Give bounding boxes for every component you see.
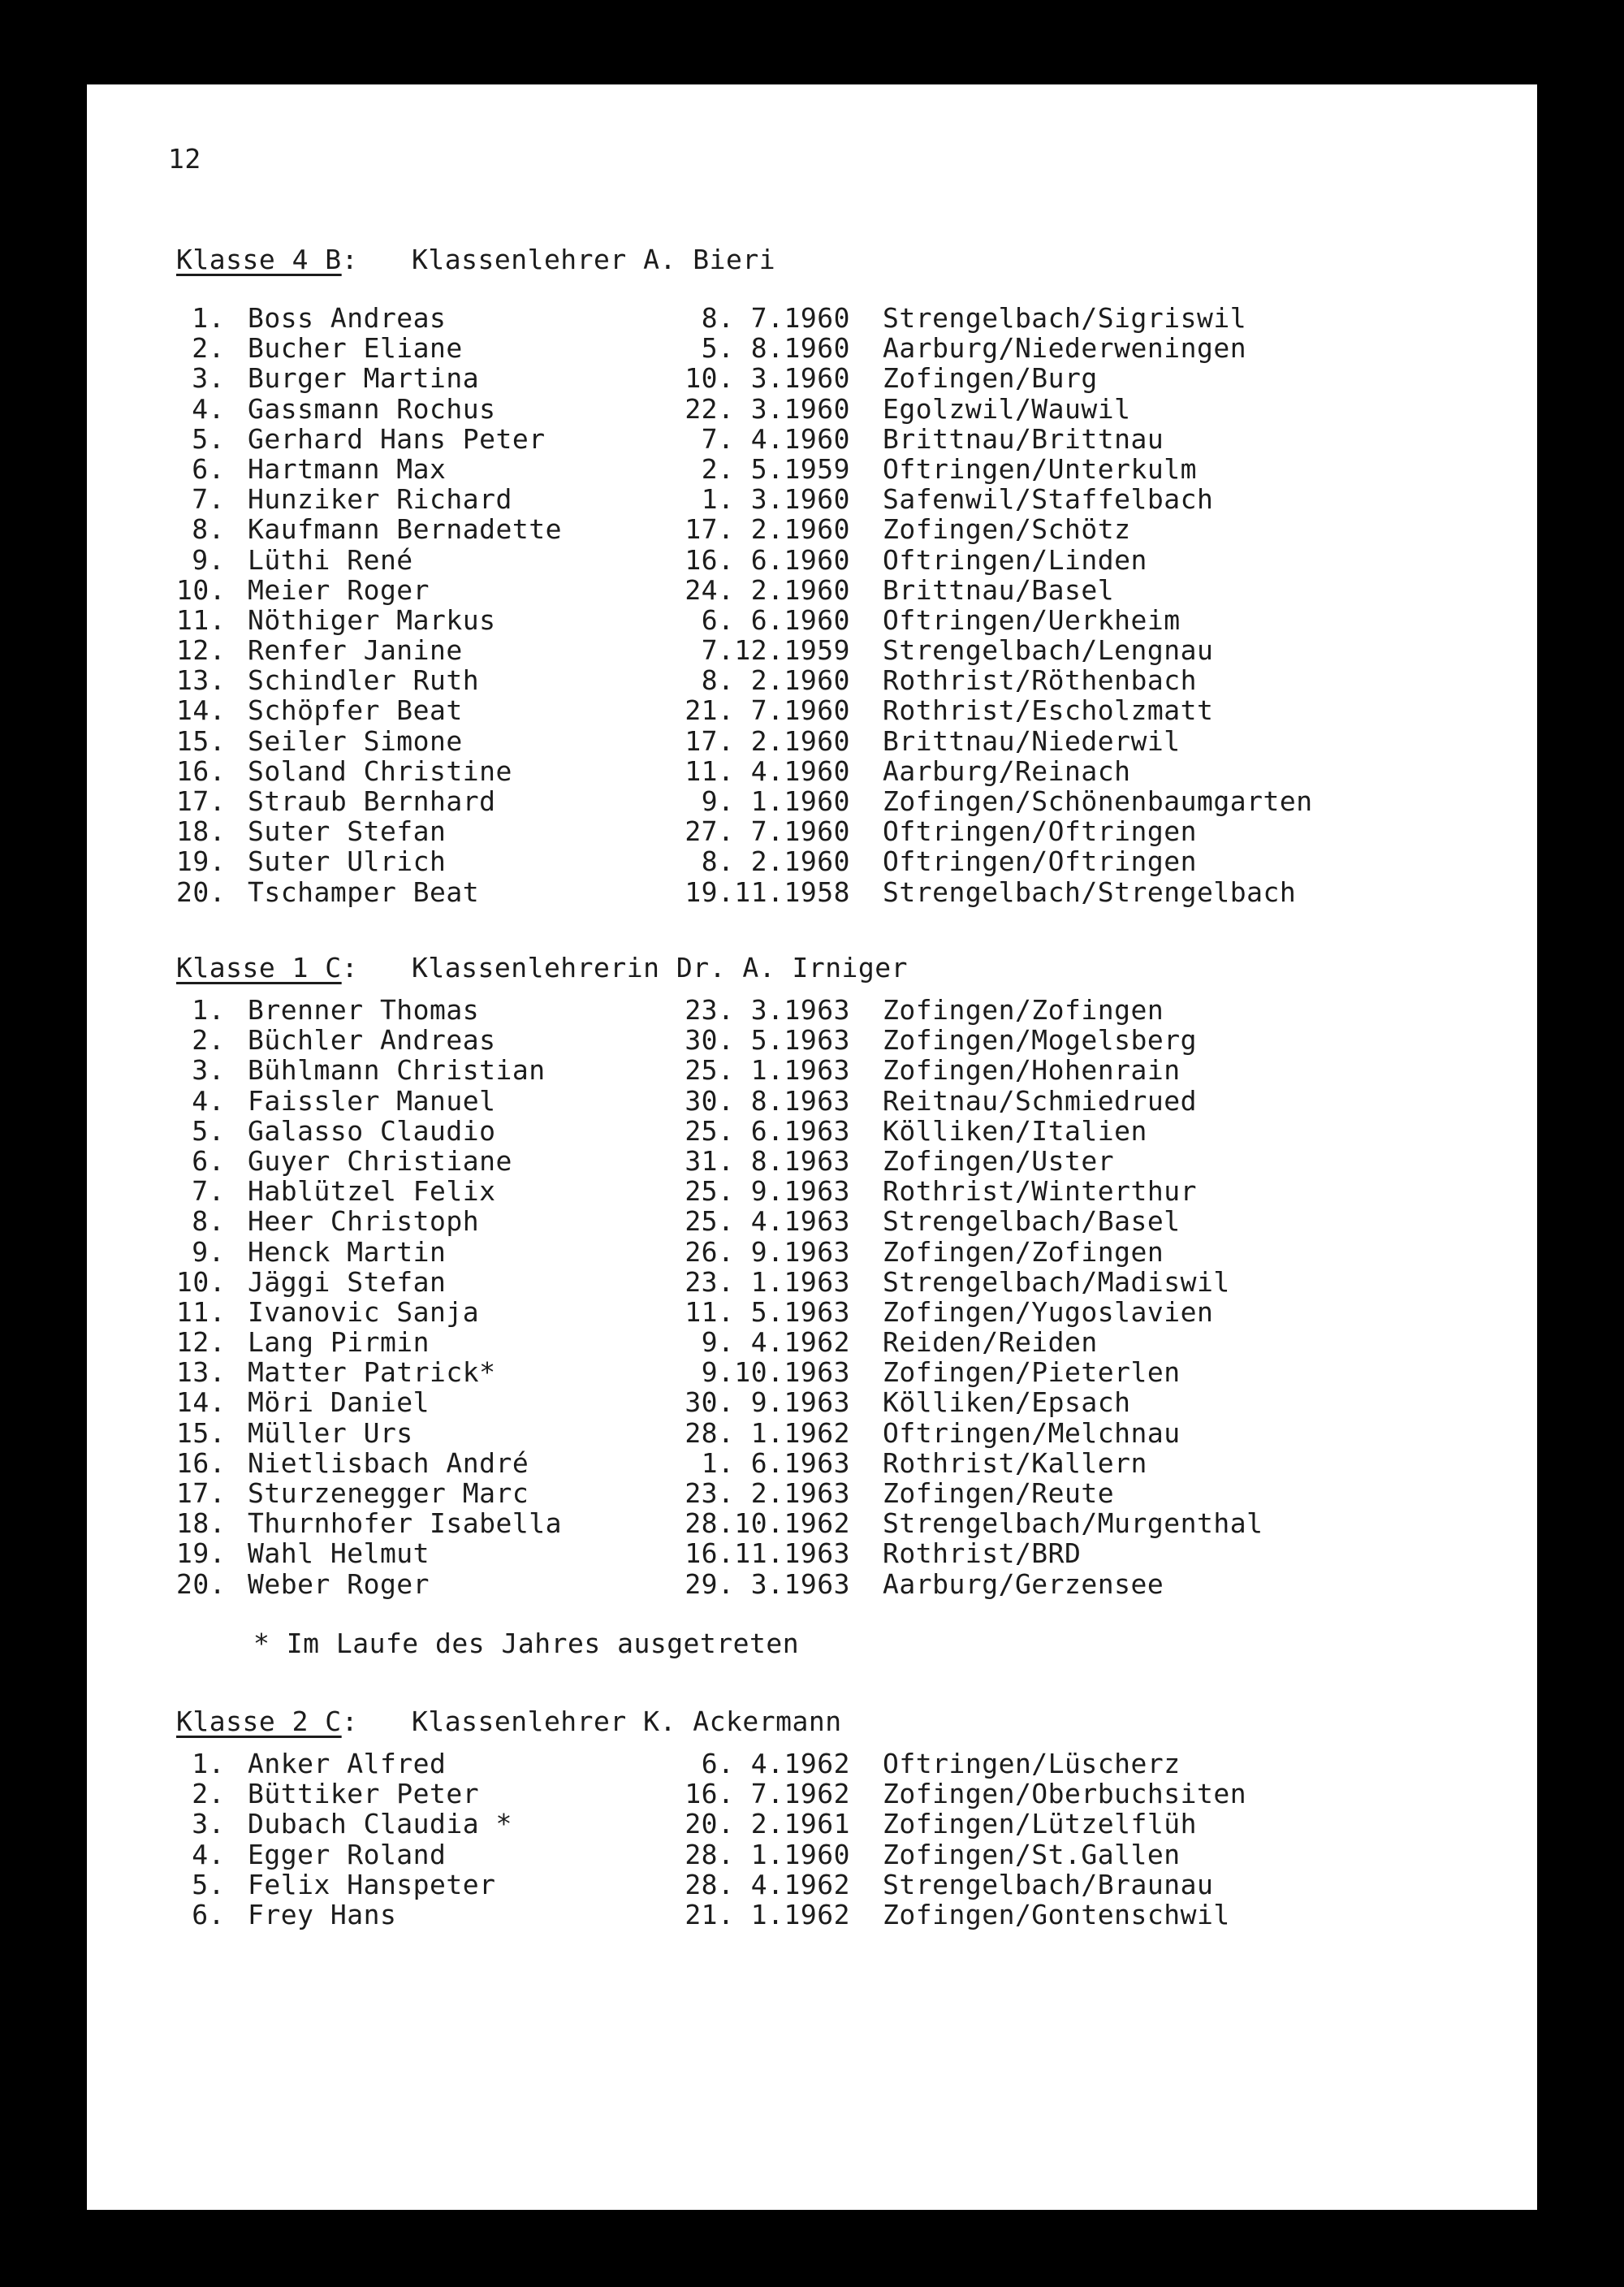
student-row <box>176 1296 1508 1326</box>
student-number: 12. <box>176 1326 227 1359</box>
student-row <box>176 423 1508 453</box>
residence-origin: Zofingen/Mogelsberg <box>883 1024 1197 1057</box>
residence-origin: Strengelbach/Strengelbach <box>883 875 1297 908</box>
birth-date: 20. 2.1961 <box>685 1808 850 1840</box>
student-number: 20. <box>176 875 227 908</box>
residence-origin: Strengelbach/Madiswil <box>883 1265 1230 1298</box>
birth-date: 21. 1.1962 <box>685 1898 850 1930</box>
birth-date: 24. 2.1960 <box>685 573 850 606</box>
heading-colon: : <box>341 952 359 984</box>
student-name: Hablützel Felix <box>248 1175 496 1208</box>
student-number: 18. <box>176 815 227 848</box>
birth-date: 9.10.1963 <box>701 1356 850 1389</box>
residence-origin: Reitnau/Schmiedrued <box>883 1084 1197 1117</box>
residence-origin: Oftringen/Uerkheim <box>883 603 1181 636</box>
student-name: Straub Bernhard <box>248 785 496 817</box>
student-number: 14. <box>176 694 227 727</box>
student-name: Bucher Eliane <box>248 332 463 365</box>
residence-origin: Zofingen/Uster <box>883 1144 1115 1177</box>
student-name: Weber Roger <box>248 1567 430 1600</box>
residence-origin: Aarburg/Gerzensee <box>883 1567 1164 1600</box>
student-number: 6. <box>192 452 225 485</box>
birth-date: 16.11.1963 <box>685 1537 850 1570</box>
student-roster <box>176 1748 1508 1929</box>
student-row <box>176 755 1508 785</box>
footnote: * Im Laufe des Jahres ausgetreten <box>253 1628 800 1659</box>
student-name: Schöpfer Beat <box>248 694 463 727</box>
student-row <box>176 1326 1508 1359</box>
student-name: Seiler Simone <box>248 724 463 757</box>
residence-origin: Oftringen/Linden <box>883 543 1147 576</box>
student-name: Gerhard Hans Peter <box>248 422 546 455</box>
section-heading <box>176 952 1508 984</box>
birth-date: 23. 1.1963 <box>685 1265 850 1298</box>
student-number: 4. <box>192 1084 225 1117</box>
student-number: 6. <box>192 1898 225 1930</box>
residence-origin: Zofingen/St.Gallen <box>883 1838 1181 1870</box>
student-row <box>176 1236 1508 1266</box>
residence-origin: Rothrist/Kallern <box>883 1446 1147 1479</box>
student-row <box>176 634 1508 667</box>
class-teacher: Klassenlehrerin Dr. A. Irniger <box>412 952 909 984</box>
student-number: 2. <box>192 332 225 365</box>
student-number: 3. <box>192 1054 225 1087</box>
student-number: 14. <box>176 1386 227 1419</box>
birth-date: 16. 6.1960 <box>685 543 850 576</box>
student-row <box>176 725 1508 755</box>
student-number: 17. <box>176 1477 227 1509</box>
student-row <box>176 815 1508 848</box>
student-number: 2. <box>192 1778 225 1810</box>
student-number: 2. <box>192 1024 225 1057</box>
student-number: 12. <box>176 634 227 667</box>
student-name: Anker Alfred <box>248 1748 447 1779</box>
student-row <box>176 785 1508 815</box>
birth-date: 28. 1.1962 <box>685 1416 850 1449</box>
birth-date: 6. 4.1962 <box>701 1748 850 1779</box>
birth-date: 7.12.1959 <box>701 634 850 667</box>
heading-colon: : <box>341 1706 359 1737</box>
residence-origin: Rothrist/Röthenbach <box>883 664 1197 697</box>
student-name: Guyer Christiane <box>248 1144 512 1177</box>
residence-origin: Rothrist/Escholzmatt <box>883 694 1214 727</box>
student-name: Nietlisbach André <box>248 1446 529 1479</box>
birth-date: 27. 7.1960 <box>685 815 850 848</box>
birth-date: 23. 3.1963 <box>685 994 850 1026</box>
birth-date: 9. 4.1962 <box>701 1326 850 1359</box>
student-number: 19. <box>176 845 227 878</box>
class-label: Klasse 4 B <box>176 244 342 275</box>
student-name: Büchler Andreas <box>248 1024 496 1057</box>
residence-origin: Oftringen/Unterkulm <box>883 452 1197 485</box>
birth-date: 7. 4.1960 <box>701 422 850 455</box>
residence-origin: Strengelbach/Sigriswil <box>883 302 1247 334</box>
student-row <box>176 1175 1508 1208</box>
student-name: Meier Roger <box>248 573 430 606</box>
student-row <box>176 1386 1508 1419</box>
student-name: Büttiker Peter <box>248 1778 480 1810</box>
student-row <box>176 1356 1508 1389</box>
page-content <box>87 84 1537 2210</box>
residence-origin: Zofingen/Gontenschwil <box>883 1898 1230 1930</box>
section-heading <box>176 244 1508 276</box>
student-row <box>176 1748 1508 1778</box>
student-number: 4. <box>192 392 225 425</box>
student-row <box>176 1447 1508 1477</box>
student-number: 3. <box>192 362 225 395</box>
class-section-4b <box>176 244 1508 908</box>
student-roster <box>176 994 1508 1598</box>
birth-date: 5. 8.1960 <box>701 332 850 365</box>
student-number: 17. <box>176 785 227 817</box>
student-number: 15. <box>176 1416 227 1449</box>
birth-date: 8. 2.1960 <box>701 664 850 697</box>
birth-date: 28.10.1962 <box>685 1507 850 1540</box>
student-name: Burger Martina <box>248 362 480 395</box>
student-number: 5. <box>192 1114 225 1147</box>
class-label: Klasse 2 C <box>176 1706 342 1737</box>
residence-origin: Brittnau/Basel <box>883 573 1115 606</box>
student-row <box>176 1568 1508 1598</box>
student-name: Schindler Ruth <box>248 664 480 697</box>
residence-origin: Zofingen/Burg <box>883 362 1098 395</box>
birth-date: 31. 8.1963 <box>685 1144 850 1177</box>
birth-date: 30. 5.1963 <box>685 1024 850 1057</box>
student-row <box>176 302 1508 332</box>
student-row <box>176 1537 1508 1570</box>
student-name: Hartmann Max <box>248 452 447 485</box>
student-row <box>176 1477 1508 1507</box>
student-row <box>176 694 1508 727</box>
residence-origin: Oftringen/Lüscherz <box>883 1748 1181 1779</box>
birth-date: 30. 9.1963 <box>685 1386 850 1419</box>
residence-origin: Brittnau/Brittnau <box>883 422 1164 455</box>
residence-origin: Kölliken/Italien <box>883 1114 1147 1147</box>
section-heading <box>176 1706 1508 1738</box>
student-name: Suter Stefan <box>248 815 447 848</box>
student-row <box>176 393 1508 423</box>
student-number: 11. <box>176 603 227 636</box>
student-name: Brenner Thomas <box>248 994 480 1026</box>
student-row <box>176 544 1508 574</box>
birth-date: 25. 1.1963 <box>685 1054 850 1087</box>
residence-origin: Zofingen/Schötz <box>883 513 1131 546</box>
birth-date: 19.11.1958 <box>685 875 850 908</box>
residence-origin: Zofingen/Pieterlen <box>883 1356 1181 1389</box>
student-name: Kaufmann Bernadette <box>248 513 562 546</box>
student-row <box>176 1115 1508 1145</box>
birth-date: 9. 1.1960 <box>701 785 850 817</box>
residence-origin: Reiden/Reiden <box>883 1326 1098 1359</box>
birth-date: 28. 4.1962 <box>685 1868 850 1900</box>
birth-date: 2. 5.1959 <box>701 452 850 485</box>
residence-origin: Rothrist/BRD <box>883 1537 1082 1570</box>
student-name: Möri Daniel <box>248 1386 430 1419</box>
birth-date: 1. 6.1963 <box>701 1446 850 1479</box>
student-row <box>176 1417 1508 1447</box>
student-roster <box>176 302 1508 906</box>
birth-date: 1. 3.1960 <box>701 483 850 516</box>
residence-origin: Zofingen/Lützelflüh <box>883 1808 1197 1840</box>
residence-origin: Zofingen/Zofingen <box>883 994 1164 1026</box>
document-page <box>87 84 1537 2210</box>
residence-origin: Oftringen/Oftringen <box>883 815 1197 848</box>
birth-date: 11. 4.1960 <box>685 754 850 787</box>
student-row <box>176 664 1508 697</box>
student-number: 7. <box>192 483 225 516</box>
student-name: Jäggi Stefan <box>248 1265 447 1298</box>
student-number: 8. <box>192 1205 225 1238</box>
student-number: 1. <box>192 302 225 334</box>
student-row <box>176 513 1508 546</box>
student-name: Sturzenegger Marc <box>248 1477 529 1509</box>
class-section-1c <box>176 952 1508 1600</box>
student-name: Lang Pirmin <box>248 1326 430 1359</box>
residence-origin: Brittnau/Niederwil <box>883 724 1181 757</box>
student-number: 16. <box>176 1446 227 1479</box>
student-row <box>176 1869 1508 1899</box>
student-number: 11. <box>176 1295 227 1328</box>
birth-date: 6. 6.1960 <box>701 603 850 636</box>
student-number: 5. <box>192 422 225 455</box>
residence-origin: Zofingen/Oberbuchsiten <box>883 1778 1247 1810</box>
student-name: Lüthi René <box>248 543 413 576</box>
student-row <box>176 876 1508 906</box>
residence-origin: Strengelbach/Braunau <box>883 1868 1214 1900</box>
student-name: Egger Roland <box>248 1838 447 1870</box>
birth-date: 26. 9.1963 <box>685 1235 850 1268</box>
student-number: 9. <box>192 1235 225 1268</box>
student-row <box>176 604 1508 634</box>
student-row <box>176 362 1508 395</box>
residence-origin: Aarburg/Reinach <box>883 754 1131 787</box>
student-number: 6. <box>192 1144 225 1177</box>
student-row <box>176 1507 1508 1540</box>
residence-origin: Kölliken/Epsach <box>883 1386 1131 1419</box>
student-name: Ivanovic Sanja <box>248 1295 480 1328</box>
student-number: 13. <box>176 664 227 697</box>
student-name: Boss Andreas <box>248 302 447 334</box>
residence-origin: Oftringen/Melchnau <box>883 1416 1181 1449</box>
student-number: 10. <box>176 573 227 606</box>
student-name: Faissler Manuel <box>248 1084 496 1117</box>
student-row <box>176 1024 1508 1057</box>
residence-origin: Zofingen/Yugoslavien <box>883 1295 1214 1328</box>
birth-date: 22. 3.1960 <box>685 392 850 425</box>
residence-origin: Aarburg/Niederweningen <box>883 332 1247 365</box>
student-name: Soland Christine <box>248 754 512 787</box>
class-section-2c <box>176 1706 1508 1930</box>
student-number: 7. <box>192 1175 225 1208</box>
residence-origin: Zofingen/Schönenbaumgarten <box>883 785 1313 817</box>
birth-date: 25. 9.1963 <box>685 1175 850 1208</box>
birth-date: 17. 2.1960 <box>685 513 850 546</box>
birth-date: 8. 2.1960 <box>701 845 850 878</box>
residence-origin: Egolzwil/Wauwil <box>883 392 1131 425</box>
class-teacher: Klassenlehrer K. Ackermann <box>412 1706 842 1737</box>
student-name: Müller Urs <box>248 1416 413 1449</box>
birth-date: 8. 7.1960 <box>701 302 850 334</box>
student-number: 19. <box>176 1537 227 1570</box>
student-number: 5. <box>192 1868 225 1900</box>
student-name: Wahl Helmut <box>248 1537 430 1570</box>
residence-origin: Safenwil/Staffelbach <box>883 483 1214 516</box>
student-name: Galasso Claudio <box>248 1114 496 1147</box>
student-name: Heer Christoph <box>248 1205 480 1238</box>
residence-origin: Zofingen/Hohenrain <box>883 1054 1181 1087</box>
birth-date: 11. 5.1963 <box>685 1295 850 1328</box>
class-label: Klasse 1 C <box>176 952 342 984</box>
student-name: Hunziker Richard <box>248 483 512 516</box>
student-name: Dubach Claudia * <box>248 1808 512 1840</box>
birth-date: 25. 4.1963 <box>685 1205 850 1238</box>
student-row <box>176 1839 1508 1869</box>
student-row <box>176 1085 1508 1115</box>
student-name: Tschamper Beat <box>248 875 480 908</box>
student-row <box>176 1205 1508 1238</box>
student-row <box>176 453 1508 483</box>
student-number: 18. <box>176 1507 227 1540</box>
residence-origin: Strengelbach/Lengnau <box>883 634 1214 667</box>
student-number: 1. <box>192 1748 225 1779</box>
student-row <box>176 574 1508 604</box>
student-row <box>176 994 1508 1024</box>
student-row <box>176 845 1508 878</box>
birth-date: 30. 8.1963 <box>685 1084 850 1117</box>
student-number: 9. <box>192 543 225 576</box>
student-number: 16. <box>176 754 227 787</box>
heading-colon: : <box>341 244 359 275</box>
student-number: 13. <box>176 1356 227 1389</box>
student-number: 10. <box>176 1265 227 1298</box>
student-name: Bühlmann Christian <box>248 1054 546 1087</box>
student-row <box>176 1145 1508 1175</box>
student-name: Thurnhofer Isabella <box>248 1507 562 1540</box>
student-number: 20. <box>176 1567 227 1600</box>
student-name: Felix Hanspeter <box>248 1868 496 1900</box>
class-teacher: Klassenlehrer A. Bieri <box>412 244 776 275</box>
student-row <box>176 1778 1508 1808</box>
student-name: Henck Martin <box>248 1235 447 1268</box>
student-name: Frey Hans <box>248 1898 397 1930</box>
student-name: Nöthiger Markus <box>248 603 496 636</box>
residence-origin: Zofingen/Reute <box>883 1477 1115 1509</box>
student-row <box>176 483 1508 516</box>
student-name: Suter Ulrich <box>248 845 447 878</box>
birth-date: 29. 3.1963 <box>685 1567 850 1600</box>
student-row <box>176 1266 1508 1296</box>
student-name: Renfer Janine <box>248 634 463 667</box>
birth-date: 25. 6.1963 <box>685 1114 850 1147</box>
birth-date: 21. 7.1960 <box>685 694 850 727</box>
residence-origin: Strengelbach/Murgenthal <box>883 1507 1263 1540</box>
student-row <box>176 1808 1508 1838</box>
residence-origin: Zofingen/Zofingen <box>883 1235 1164 1268</box>
residence-origin: Oftringen/Oftringen <box>883 845 1197 878</box>
student-number: 1. <box>192 994 225 1026</box>
page-number: 12 <box>168 143 201 175</box>
student-number: 15. <box>176 724 227 757</box>
student-number: 8. <box>192 513 225 546</box>
birth-date: 16. 7.1962 <box>685 1778 850 1810</box>
residence-origin: Strengelbach/Basel <box>883 1205 1181 1238</box>
residence-origin: Rothrist/Winterthur <box>883 1175 1197 1208</box>
birth-date: 17. 2.1960 <box>685 724 850 757</box>
student-row <box>176 1899 1508 1929</box>
student-number: 3. <box>192 1808 225 1840</box>
student-row <box>176 1054 1508 1087</box>
student-number: 4. <box>192 1838 225 1870</box>
student-name: Matter Patrick* <box>248 1356 496 1389</box>
birth-date: 10. 3.1960 <box>685 362 850 395</box>
birth-date: 28. 1.1960 <box>685 1838 850 1870</box>
student-row <box>176 332 1508 365</box>
birth-date: 23. 2.1963 <box>685 1477 850 1509</box>
student-name: Gassmann Rochus <box>248 392 496 425</box>
